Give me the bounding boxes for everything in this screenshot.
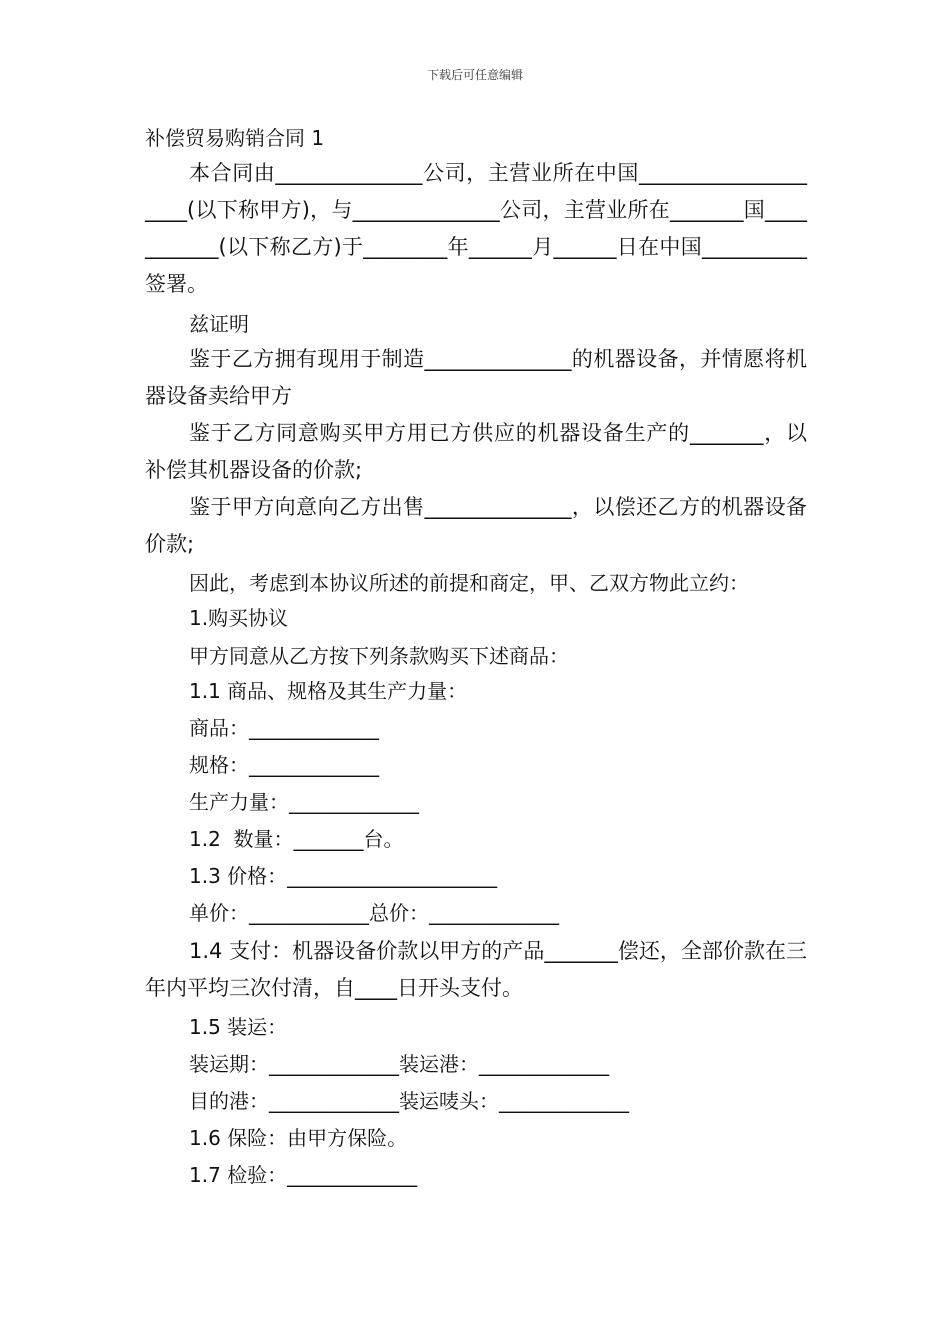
recital-3-paragraph: 鉴于甲方向意向乙方出售______________，以偿还乙方的机器设备价款;: [145, 495, 807, 556]
contract-parties-paragraph: 本合同由______________公司，主营业所在中国____________________(以下称甲方)，与______________公司，主营业所在_______国___________(以下称乙方)于________年______月______日在中国__________签署。: [145, 161, 807, 296]
section-1-2-quantity: 1.2 数量：_______台。: [189, 827, 404, 851]
page-header-note: 下载后可任意编辑: [426, 68, 523, 82]
section-1-6-insurance: 1.6 保险：由甲方保险。: [189, 1126, 408, 1150]
destination-marks-fields: 目的港：_____________装运唛头：_____________: [189, 1089, 629, 1113]
section-1-3-price: 1.3 价格：_____________________: [189, 864, 498, 888]
therefore-line: 因此，考虑到本协议所述的前提和商定，甲、乙双方物此立约：: [189, 571, 749, 595]
section-1-heading: 1.购买协议: [189, 606, 289, 630]
section-1-1: 1.1 商品、规格及其生产力量：: [189, 679, 468, 703]
witness-line: 兹证明: [189, 312, 249, 336]
capacity-field: 生产力量：_____________: [189, 790, 419, 814]
recital-1-paragraph: 鉴于乙方拥有现用于制造______________的机器设备，并情愿将机器设备卖给甲方: [145, 347, 807, 408]
section-1-5-shipment: 1.5 装运：: [189, 1015, 288, 1039]
section-1-4-payment-paragraph: 1.4 支付：机器设备价款以甲方的产品_______偿还，全部价款在三年内平均三次付清，自____日开头支付。: [145, 939, 807, 1000]
recital-2-paragraph: 鉴于乙方同意购买甲方用已方供应的机器设备生产的_______，以补偿其机器设备的价款;: [145, 421, 807, 482]
unit-total-price-fields: 单价：____________总价：_____________: [189, 901, 559, 925]
document-title: 补偿贸易购销合同 1: [145, 126, 325, 150]
section-1-intro: 甲方同意从乙方按下列条款购买下述商品：: [189, 644, 569, 668]
spec-field: 规格：_____________: [189, 753, 379, 777]
section-1-7-inspection: 1.7 检验：_____________: [189, 1163, 418, 1187]
shipment-period-port-fields: 装运期：_____________装运港：_____________: [189, 1052, 609, 1076]
goods-field: 商品：_____________: [189, 716, 379, 740]
